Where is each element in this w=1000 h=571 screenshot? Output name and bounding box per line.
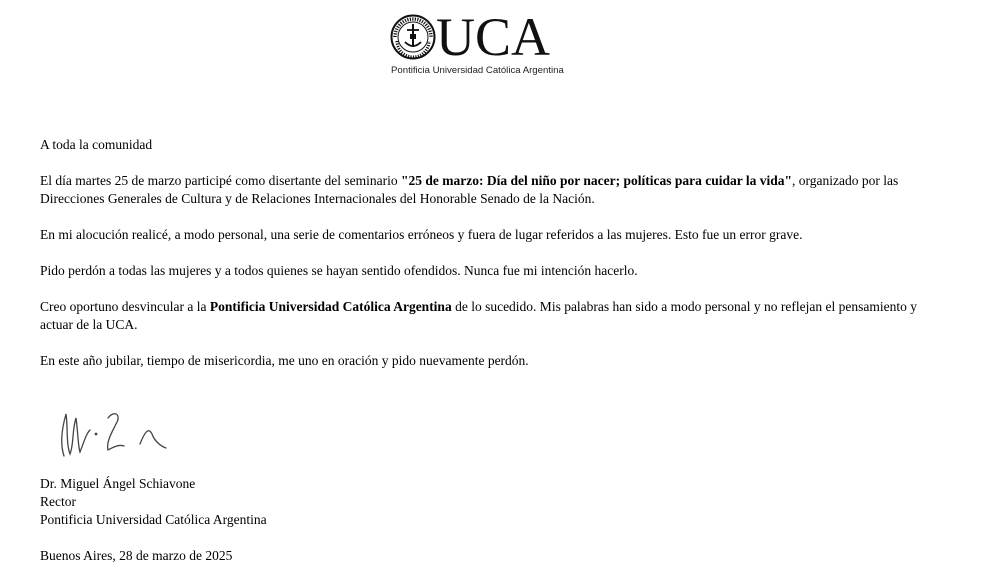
paragraph-1-rest: , organizado por las Direcciones Generales de Cultura y de Relaciones Internacionales del Honorable Senado de la Nación. — [40, 173, 899, 206]
institution-name: Pontificia Universidad Católica Argentina — [391, 65, 564, 76]
paragraph-2: En mi alocución realicé, a modo personal, una serie de comentarios erróneos y fuera de lugar referidos a las mujeres. Esto fue un error grave. — [40, 227, 803, 242]
paragraph-1-intro: El día martes 25 de marzo participé como disertante del seminario — [40, 173, 401, 188]
handwritten-signature-icon — [56, 404, 176, 464]
letterhead — [388, 7, 568, 78]
paragraph-3: Pido perdón a todas las mujeres y a todos quienes se hayan sentido ofendidos. Nunca fue mi intención hacerlo. — [40, 263, 638, 278]
dateline: Buenos Aires, 28 de marzo de 2025 — [40, 548, 233, 563]
logo-text: UCA — [436, 7, 551, 67]
uca-seal-icon — [390, 14, 436, 60]
paragraph-4-rest: de lo sucedido. Mis palabras han sido a modo personal y no reflejan el pensamiento y actuar de la UCA. — [40, 299, 917, 332]
paragraph-4 — [40, 298, 940, 334]
paragraph-1 — [40, 172, 940, 208]
paragraph-5: En este año jubilar, tiempo de misericordia, me uno en oración y pido nuevamente perdón. — [40, 353, 529, 368]
seminar-title: "25 de marzo: Día del niño por nacer; políticas para cuidar la vida" — [401, 173, 792, 188]
signer-name: Dr. Miguel Ángel Schiavone — [40, 476, 196, 491]
signer-organization: Pontificia Universidad Católica Argentina — [40, 512, 267, 527]
signature-block — [40, 475, 267, 529]
university-name: Pontificia Universidad Católica Argentina — [209, 299, 452, 314]
salutation: A toda la comunidad — [40, 137, 153, 152]
letter-body — [40, 136, 940, 388]
signer-title: Rector — [40, 494, 76, 509]
paragraph-4-intro: Creo oportuno desvincular a la — [40, 299, 210, 314]
